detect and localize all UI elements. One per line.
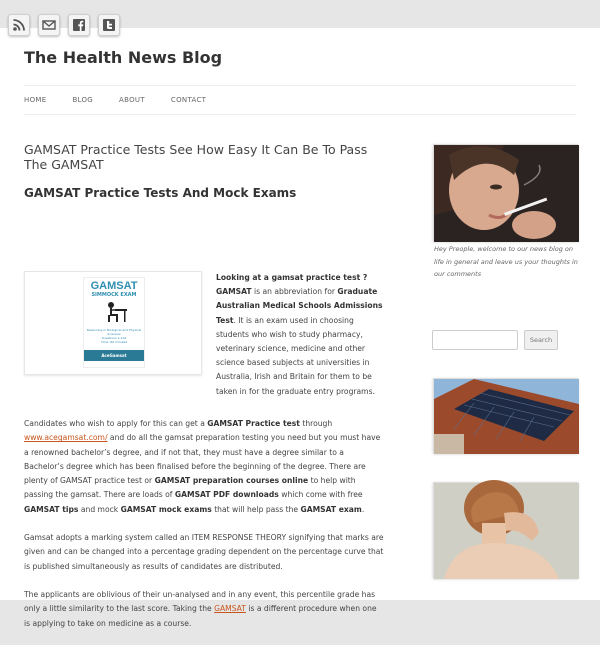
facebook-button[interactable] [68, 14, 90, 36]
nav-about[interactable]: ABOUT [119, 96, 145, 104]
post-title[interactable]: GAMSAT Practice Tests See How Easy It Can Be To Pass The GAMSAT [24, 142, 368, 172]
intro-gamsat: GAMSAT [216, 287, 252, 297]
nav-contact[interactable]: CONTACT [170, 96, 207, 104]
site-title[interactable]: The Health News Blog [24, 48, 223, 67]
email-icon [42, 18, 56, 32]
smoking-woman-photo-graphic [434, 145, 579, 242]
p1-bold-k: GAMSAT mock exams [120, 504, 212, 514]
twitter-icon [102, 18, 116, 32]
p3-text-a: The applicants are oblivious of their un-analysed and in any event, this percentile grade has only a little similarity to the last score. Taking the [24, 589, 376, 614]
p1-text-h: which come with free [278, 490, 363, 500]
book-small-text-2: Questions 1-110 [101, 336, 127, 340]
neck-pain-photo-graphic [434, 483, 579, 579]
page [0, 28, 600, 628]
search-form [432, 330, 558, 350]
solar-roof-photo-graphic [434, 379, 579, 454]
email-button[interactable] [38, 14, 60, 36]
book-small-text-3: Time: 80 minutes [100, 340, 128, 344]
main-nav [24, 85, 576, 115]
p1-text-a: Candidates who wish to apply for this can get a [24, 419, 208, 428]
rss-icon [12, 18, 26, 32]
nav-blog[interactable]: BLOG [72, 96, 94, 104]
rss-button[interactable] [8, 14, 30, 36]
nav-home[interactable]: HOME [24, 96, 47, 104]
post-subtitle: GAMSAT Practice Tests And Mock Exams [24, 186, 297, 200]
paragraph-2: Gamsat adopts a marking system called an ITEM RESPONSE THEORY signifying that marks are given and can be changed into a percentage grading dependent on the percentage curve that is published simultaneously as results of candidates are distributed. [24, 533, 384, 571]
p1-bold-e: GAMSAT preparation courses online [154, 476, 309, 486]
book-cover [83, 277, 145, 368]
student-desk-illustration [99, 300, 129, 324]
paragraph-3 [24, 588, 384, 631]
p1-text-j: and mock [78, 504, 121, 514]
book-band: AceGamsat [84, 350, 144, 361]
intro-question: Looking at a gamsat practice test ? [216, 273, 368, 282]
p1-bold-g: GAMSAT PDF downloads [174, 490, 279, 500]
book-title: GAMSAT [90, 280, 138, 292]
intro-paragraph [216, 271, 386, 399]
search-input[interactable] [432, 330, 518, 350]
twitter-button[interactable] [98, 14, 120, 36]
book-small-text: Reasoning in Biological and Physical Sciences [86, 328, 142, 336]
post-body [24, 417, 384, 645]
social-icons [8, 14, 120, 36]
solar-roof-photo [433, 378, 578, 453]
acegamsat-link[interactable]: www.acegamsat.com/ [24, 433, 108, 443]
intro-rest: . It is an exam used in choosing students who wish to study pharmacy, veterinary science, medicine and other science based subjects at universities in Australia, Irish and Britain for them to be taken in for the graduate entry programs. [216, 315, 375, 396]
search-button[interactable]: Search [524, 330, 558, 350]
intro-text: is an abbreviation for [251, 287, 338, 297]
paragraph-1 [24, 417, 384, 517]
gamsat-link[interactable]: GAMSAT [214, 604, 246, 614]
p1-text-n: . [361, 504, 365, 514]
smoking-woman-photo [433, 144, 578, 241]
facebook-icon [72, 18, 86, 32]
p1-text-d: and do all the gamsat preparation testing you need but you must have a renowned bachelor’s degree, and if not that, they must have a degree similar to a Bachelor’s degree which has been finalised before the beginning of the degree. There are plenty of GAMSAT practice test or [24, 433, 381, 486]
p1-bold-i: GAMSAT tips [24, 504, 79, 514]
p1-text-l: that will help pass the [211, 504, 301, 514]
p1-bold-m: GAMSAT exam [300, 504, 362, 514]
sidebar-caption: Hey Preople, welcome to our news blog on life in general and leave us your thoughts in our comments [434, 245, 578, 278]
p1-bold-b: GAMSAT Practice test [207, 419, 300, 428]
p3-text-b: is a different procedure when one is applying to take on medicine as a course. [24, 604, 377, 628]
main-content [24, 142, 384, 628]
book-image [24, 271, 202, 375]
p1-text-c: through [299, 419, 333, 428]
book-subtitle: SIMMOCK EXAM [91, 292, 137, 298]
p1-text-f: to help with passing the gamsat. There are loads of [24, 476, 356, 500]
intro-gamsat-full: Graduate Australian Medical Schools Admissions Test [216, 287, 383, 325]
neck-pain-photo [433, 482, 578, 578]
